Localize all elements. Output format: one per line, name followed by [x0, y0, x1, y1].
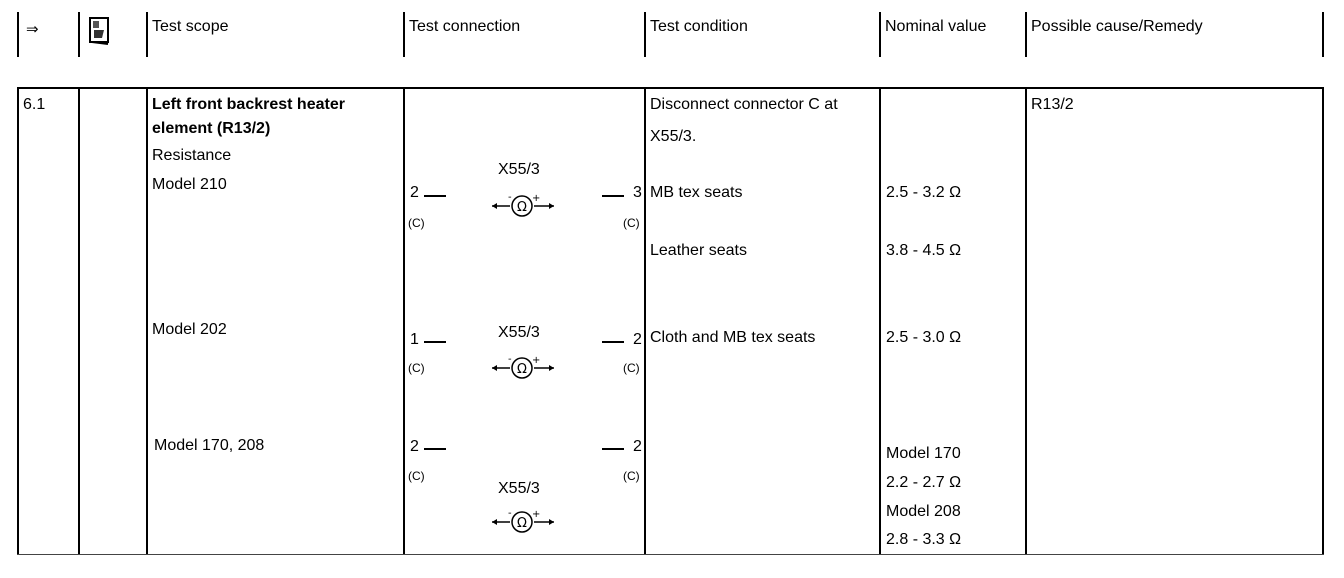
header-border: [78, 12, 80, 57]
col-header-test-scope: Test scope: [152, 18, 229, 35]
row-border: [403, 87, 405, 555]
svg-text:Ω: Ω: [517, 362, 527, 377]
cause-component: R13/2: [1031, 96, 1074, 113]
row-border: [644, 87, 646, 555]
arrow-icon: ⇒: [26, 21, 39, 38]
svg-text:+: +: [532, 356, 541, 366]
row-border: [78, 87, 80, 555]
header-border: [146, 12, 148, 57]
conn1-left-pin: 2: [410, 184, 419, 201]
conn1-label: X55/3: [498, 161, 540, 178]
nominal-mbtex: 2.5 - 3.2 Ω: [886, 184, 962, 201]
conn1-right-conn: (C): [623, 216, 640, 230]
row-top-border: [17, 87, 1324, 89]
row-border: [1322, 87, 1324, 555]
row-border: [1025, 87, 1027, 555]
row-bottom-border: [17, 554, 1324, 555]
scope-model-202: Model 202: [152, 321, 227, 338]
scope-title-line1: Left front backrest heater: [152, 96, 345, 113]
row-border: [879, 87, 881, 555]
nominal-model-208-value: 2.8 - 3.3 Ω: [886, 531, 962, 548]
header-border: [17, 12, 19, 57]
row-border: [17, 87, 19, 555]
conn3-right-lead: [602, 448, 624, 450]
header-border: [644, 12, 646, 57]
condition-line2: X55/3.: [650, 128, 697, 145]
conn1-left-lead: [424, 195, 446, 197]
svg-text:-: -: [508, 356, 512, 365]
svg-text:Ω: Ω: [517, 200, 527, 215]
col-header-possible-cause: Possible cause/Remedy: [1031, 18, 1203, 35]
conn2-left-pin: 1: [410, 331, 419, 348]
nominal-model-170-value: 2.2 - 2.7 Ω: [886, 474, 962, 491]
conn2-left-lead: [424, 341, 446, 343]
conn3-right-conn: (C): [623, 469, 640, 483]
svg-text:-: -: [508, 194, 512, 203]
header-border: [879, 12, 881, 57]
conn3-left-conn: (C): [408, 469, 425, 483]
nominal-leather: 3.8 - 4.5 Ω: [886, 242, 962, 259]
col-header-test-condition: Test condition: [650, 18, 748, 35]
condition-mbtex: MB tex seats: [650, 184, 743, 201]
condition-cloth: Cloth and MB tex seats: [650, 329, 816, 346]
svg-text:+: +: [532, 510, 541, 520]
svg-text:+: +: [532, 194, 541, 204]
tester-device-icon: [88, 16, 112, 51]
conn1-left-conn: (C): [408, 216, 425, 230]
conn3-label: X55/3: [498, 480, 540, 497]
col-header-test-connection: Test connection: [409, 18, 521, 35]
col-header-nominal-value: Nominal value: [885, 18, 987, 35]
row-border: [146, 87, 148, 555]
conn3-left-pin: 2: [410, 438, 419, 455]
ohmmeter-icon: [490, 356, 556, 385]
conn2-right-pin: 2: [633, 331, 642, 348]
conn2-right-conn: (C): [623, 361, 640, 375]
ohmmeter-icon: [490, 510, 556, 539]
svg-text:Ω: Ω: [517, 516, 527, 531]
nominal-cloth: 2.5 - 3.0 Ω: [886, 329, 962, 346]
scope-title-line2: element (R13/2): [152, 120, 271, 137]
conn3-left-lead: [424, 448, 446, 450]
scope-model-210: Model 210: [152, 176, 227, 193]
conn2-right-lead: [602, 341, 624, 343]
scope-model-170-208: Model 170, 208: [154, 437, 265, 454]
conn3-right-pin: 2: [633, 438, 642, 455]
header-border: [1322, 12, 1324, 57]
conn2-left-conn: (C): [408, 361, 425, 375]
header-border: [1025, 12, 1027, 57]
conn1-right-pin: 3: [633, 184, 642, 201]
nominal-model-208-label: Model 208: [886, 503, 961, 520]
svg-text:-: -: [508, 510, 512, 519]
step-number: 6.1: [23, 96, 46, 113]
conn2-label: X55/3: [498, 324, 540, 341]
nominal-model-170-label: Model 170: [886, 445, 961, 462]
condition-line1: Disconnect connector C at: [650, 96, 838, 113]
ohmmeter-icon: [490, 194, 556, 223]
condition-leather: Leather seats: [650, 242, 747, 259]
header-border: [403, 12, 405, 57]
scope-resistance: Resistance: [152, 147, 232, 164]
conn1-right-lead: [602, 195, 624, 197]
